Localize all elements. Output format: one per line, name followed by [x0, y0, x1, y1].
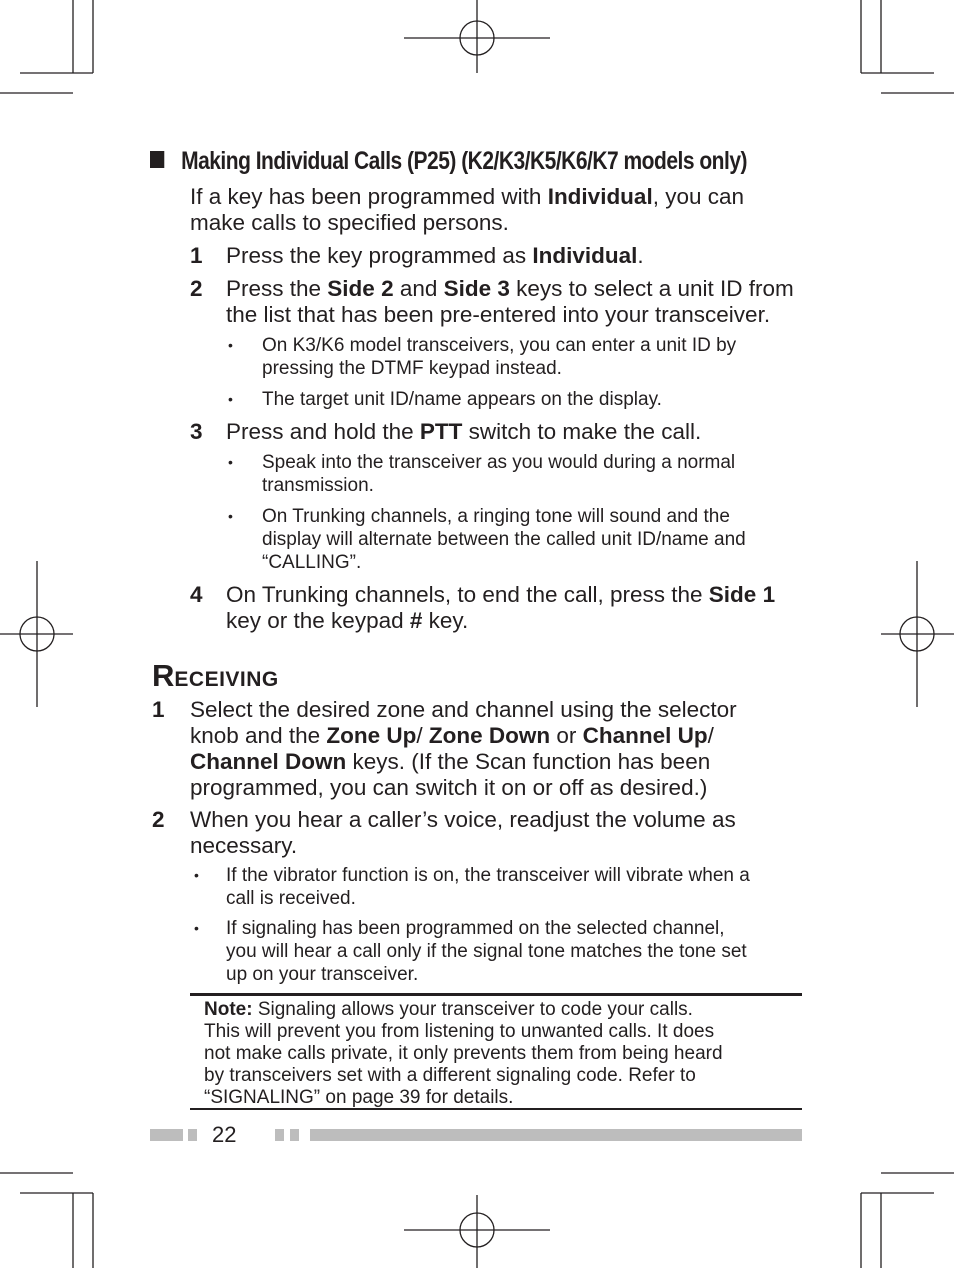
step-number: 3 [190, 419, 203, 444]
step-1-text: Press the key programmed as Individual. [226, 243, 644, 268]
step-2-bullet-2: The target unit ID/name appears on the display. [262, 389, 662, 410]
bullet-icon: • [228, 337, 233, 353]
crop-mark-top-right [861, 0, 954, 93]
step-2-bullet-1: On K3/K6 model transceivers, you can enter a unit ID by pressing the DTMF keypad instead. [262, 335, 737, 379]
bullet-icon: • [228, 391, 233, 407]
step-3-bullet-1: Speak into the transceiver as you would during a normal transmission. [262, 452, 736, 496]
bullet-icon: • [228, 508, 233, 524]
registration-mark-top [404, 0, 550, 73]
step-3-text: Press and hold the PTT switch to make the call. [226, 419, 702, 444]
footer-bar-segment [150, 1129, 183, 1141]
bullet-icon: • [194, 867, 199, 883]
receiving-bullet-1: If the vibrator function is on, the transceiver will vibrate when a call is received. [226, 865, 750, 909]
step-number: 4 [190, 582, 203, 607]
intro-paragraph: If a key has been programmed with Individual, you can make calls to specified persons. [190, 184, 745, 235]
receiving-step-1-text: Select the desired zone and channel using the selector knob and the Zone Up/ Zone Down or Channel Up/ Channel Down keys. (If the Scan function has been programmed, you can switch it on or off as desired.) [190, 697, 737, 800]
note-box [190, 993, 802, 1110]
crop-mark-bottom-right [861, 1173, 954, 1268]
receiving-bullet-2: If signaling has been programmed on the selected channel, you will hear a call only if the signal tone matches the tone set up on your transceiver. [226, 918, 747, 985]
step-4-text: On Trunking channels, to end the call, press the Side 1 key or the keypad # key. [226, 582, 776, 633]
footer-bar [310, 1129, 802, 1141]
square-bullet-icon [150, 151, 164, 168]
footer-bar-segment [275, 1129, 284, 1141]
bullet-icon: • [194, 920, 199, 936]
receiving-step-2-text: When you hear a caller’s voice, readjust the volume as necessary. [190, 807, 736, 858]
receiving-heading: RECEIVING [152, 658, 279, 693]
note-label: Note: [204, 999, 253, 1020]
step-number: 1 [190, 243, 203, 268]
crop-mark-bottom-left [0, 1173, 93, 1268]
step-2-text: Press the Side 2 and Side 3 keys to select a unit ID from the list that has been pre-entered into your transceiver. [226, 276, 794, 327]
footer-bar-segment [290, 1129, 299, 1141]
registration-mark-bottom [404, 1195, 550, 1268]
section-title [150, 147, 747, 176]
page-number: 22 [212, 1122, 237, 1147]
registration-mark-left [0, 561, 73, 707]
note-text: Note: Signaling allows your transceiver to code your calls. This will prevent you from listening to unwanted calls. It does not make calls private, it only prevents them from being heard by transceivers set with a different signaling code. Refer to “SIGNALING” on page 39 for details. [204, 999, 723, 1108]
footer-bar-segment [188, 1129, 197, 1141]
step-3-bullet-2: On Trunking channels, a ringing tone will sound and the display will alternate between the called unit ID/name and “CALLING”. [262, 506, 746, 573]
step-number: 2 [152, 807, 165, 832]
registration-mark-right [881, 561, 954, 707]
crop-mark-top-left [0, 0, 93, 93]
bullet-icon: • [228, 454, 233, 470]
step-number: 1 [152, 697, 165, 722]
section-title-text: Making Individual Calls (P25) (K2/K3/K5/K6/K7 models only) [181, 147, 747, 175]
step-number: 2 [190, 276, 203, 301]
